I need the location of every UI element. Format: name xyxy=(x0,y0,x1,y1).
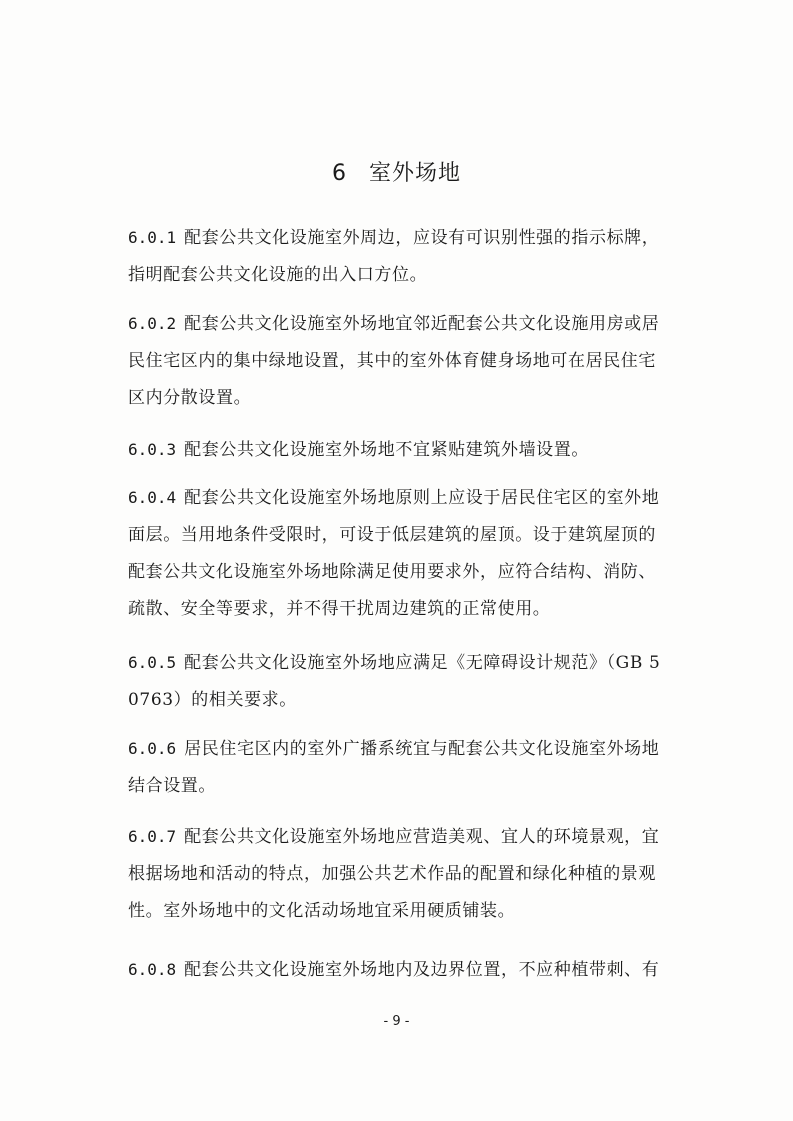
clause-number: 6.0.7 xyxy=(128,827,177,846)
clause-text: 配套公共文化设施室外周边，应设有可识别性强的指示标牌，指明配套公共文化设施的出入口方位。 xyxy=(128,228,660,285)
clause-text: 配套公共文化设施室外场地不宜紧贴建筑外墙设置。 xyxy=(184,440,589,460)
clause-6-0-5 xyxy=(128,644,668,719)
clause-number: 6.0.1 xyxy=(128,228,177,247)
clause-number: 6.0.3 xyxy=(128,440,177,459)
clause-6-0-8 xyxy=(128,951,668,989)
clause-number: 6.0.2 xyxy=(128,314,177,333)
section-heading xyxy=(0,156,793,187)
clause-6-0-2 xyxy=(128,305,668,417)
section-title: 室外场地 xyxy=(368,161,461,186)
clause-6-0-3 xyxy=(128,431,668,469)
clause-text: 配套公共文化设施室外场地内及边界位置，不应种植带刺、有 xyxy=(184,960,660,980)
clause-6-0-6 xyxy=(128,730,668,805)
clause-6-0-4 xyxy=(128,479,668,628)
clause-number: 6.0.4 xyxy=(128,488,177,507)
clause-number: 6.0.8 xyxy=(128,960,177,979)
page-number: - 9 - xyxy=(383,1014,410,1029)
clause-text: 配套公共文化设施室外场地应满足《无障碍设计规范》（GB 50763）的相关要求。 xyxy=(128,653,661,710)
clause-text: 配套公共文化设施室外场地原则上应设于居民住宅区的室外地面层。当用地条件受限时，可设于低层建筑的屋顶。设于建筑屋顶的配套公共文化设施室外场地除满足使用要求外，应符合结构、消防、疏散、安全等要求，并不得干扰周边建筑的正常使用。 xyxy=(128,488,660,619)
clause-6-0-1 xyxy=(128,219,668,294)
clause-number: 6.0.6 xyxy=(128,739,177,758)
section-number: 6 xyxy=(331,161,347,186)
clause-number: 6.0.5 xyxy=(128,653,177,672)
clause-text: 配套公共文化设施室外场地宜邻近配套公共文化设施用房或居民住宅区内的集中绿地设置，其中的室外体育健身场地可在居民住宅区内分散设置。 xyxy=(128,314,660,408)
clause-text: 配套公共文化设施室外场地应营造美观、宜人的环境景观，宜根据场地和活动的特点，加强公共艺术作品的配置和绿化种植的景观性。室外场地中的文化活动场地宜采用硬质铺装。 xyxy=(128,827,660,921)
clause-6-0-7 xyxy=(128,818,668,930)
clause-text: 居民住宅区内的室外广播系统宜与配套公共文化设施室外场地结合设置。 xyxy=(128,739,660,796)
